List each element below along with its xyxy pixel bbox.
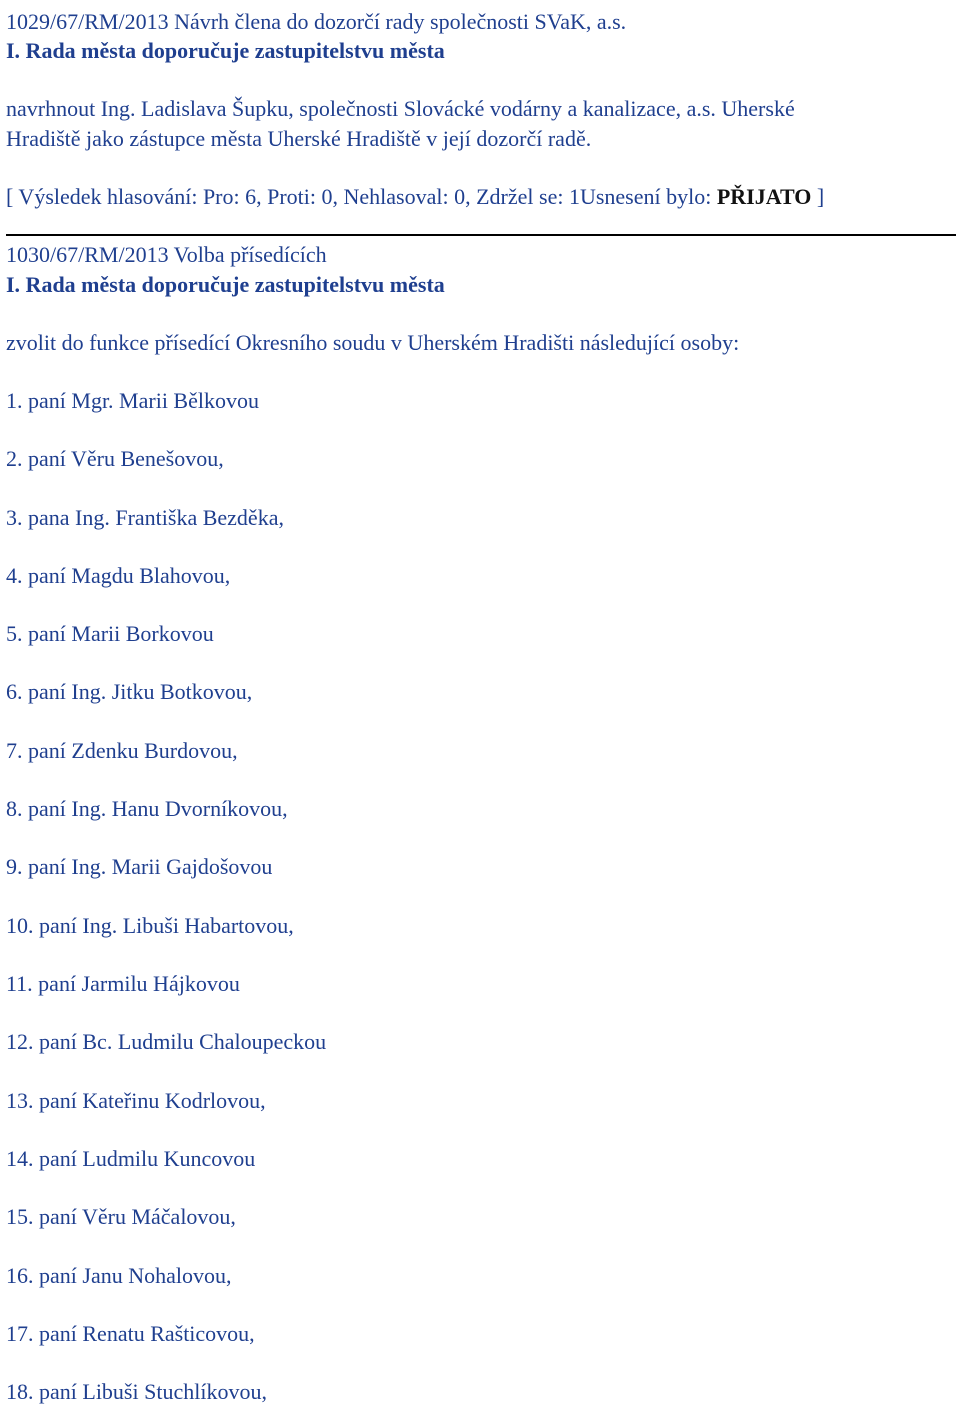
- vote-result-prefix: [ Výsledek hlasování: Pro: 6, Proti: 0, Nehlasoval: 0, Zdržel se: 1Usnesení bylo:: [6, 184, 712, 209]
- list-item: 12. paní Bc. Ludmilu Chaloupeckou: [6, 1029, 327, 1054]
- vote-result-suffix: ]: [816, 184, 825, 209]
- resolution-1029-recommendation: I. Rada města doporučuje zastupitelstvu města: [6, 38, 445, 63]
- list-item: 11. paní Jarmilu Hájkovou: [6, 971, 240, 996]
- list-item: 8. paní Ing. Hanu Dvorníkovou,: [6, 796, 288, 821]
- resolution-1029-header: 1029/67/RM/2013 Návrh člena do dozorčí rady společnosti SVaK, a.s.: [6, 9, 627, 34]
- list-item: 5. paní Marii Borkovou: [6, 621, 214, 646]
- list-item: 1. paní Mgr. Marii Bělkovou: [6, 388, 259, 413]
- resolution-1030-header: 1030/67/RM/2013 Volba přísedících: [6, 242, 327, 267]
- resolution-1029-text-line-1: navrhnout Ing. Ladislava Šupku, společnosti Slovácké vodárny a kanalizace, a.s. Uherské: [6, 96, 795, 121]
- list-item: 17. paní Renatu Rašticovou,: [6, 1321, 255, 1346]
- resolution-1029-text-line-2: Hradiště jako zástupce města Uherské Hradiště v její dozorčí radě.: [6, 126, 592, 151]
- resolution-1030-intro: zvolit do funkce přísedící Okresního soudu v Uherském Hradišti následující osoby:: [6, 330, 740, 355]
- list-item: 2. paní Věru Benešovou,: [6, 446, 224, 471]
- vote-result-line: [6, 183, 824, 211]
- list-item: 15. paní Věru Máčalovou,: [6, 1204, 236, 1229]
- list-item: 3. pana Ing. Františka Bezděka,: [6, 505, 284, 530]
- list-item: 13. paní Kateřinu Kodrlovou,: [6, 1088, 266, 1113]
- list-item: 18. paní Libuši Stuchlíkovou,: [6, 1379, 267, 1404]
- vote-result-status: PŘIJATO: [716, 184, 812, 209]
- section-divider: [6, 234, 956, 236]
- list-item: 4. paní Magdu Blahovou,: [6, 563, 231, 588]
- resolution-1030-recommendation: I. Rada města doporučuje zastupitelstvu města: [6, 272, 445, 297]
- list-item: 9. paní Ing. Marii Gajdošovou: [6, 854, 273, 879]
- list-item: 10. paní Ing. Libuši Habartovou,: [6, 913, 294, 938]
- list-item: 14. paní Ludmilu Kuncovou: [6, 1146, 256, 1171]
- list-item: 16. paní Janu Nohalovou,: [6, 1263, 232, 1288]
- list-item: 6. paní Ing. Jitku Botkovou,: [6, 679, 253, 704]
- list-item: 7. paní Zdenku Burdovou,: [6, 738, 238, 763]
